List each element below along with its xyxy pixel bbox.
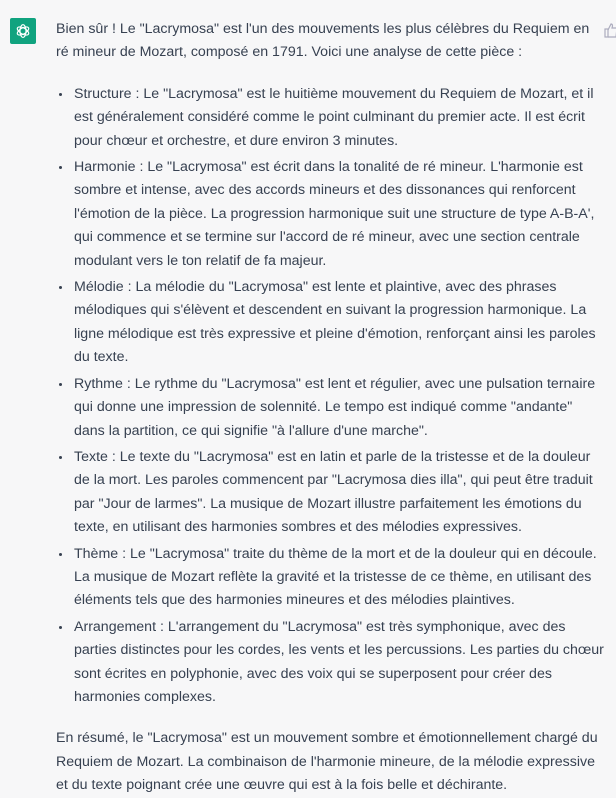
message-intro: Bien sûr ! Le "Lacrymosa" est l'un des mouvements les plus célèbres du Requiem en ré mineur de Mozart, composé en 1791. Voici une analyse de cette pièce :: [56, 21, 590, 61]
bullet-icon: [59, 456, 62, 459]
list-item: [56, 156, 604, 273]
thumbs-up-button[interactable]: [604, 22, 616, 38]
list-item: [56, 446, 604, 540]
bullet-icon: [59, 383, 62, 386]
openai-logo-icon: [14, 22, 32, 40]
bullet-icon: [59, 286, 62, 289]
list-item-text: Mélodie : La mélodie du "Lacrymosa" est lente et plaintive, avec des phrases mélodiques qui s'élèvent et descendent en suivant la progression harmonique. La ligne mélodique est très expressive et pleine d'émotion, renforçant ainsi les paroles du texte.: [74, 279, 596, 366]
thumbs-up-icon: [604, 22, 616, 38]
message-summary: En résumé, le "Lacrymosa" est un mouvement sombre et émotionnellement chargé du Requiem de Mozart. La combinaison de l'harmonie mineure, de la mélodie expressive et du texte poignant crée une œuvre qui est à la fois belle et déchirante.: [56, 730, 598, 794]
list-item-text: Thème : Le "Lacrymosa" traite du thème de la mort et de la douleur qui en découle. La musique de Mozart reflète la gravité et la tristesse de ce thème, en utilisant des éléments tels que des harmonies mineures et des mélodies plaintives.: [74, 545, 597, 609]
list-item: [56, 373, 604, 443]
list-item-text: Arrangement : L'arrangement du "Lacrymosa" est très symphonique, avec des parties distinctes pour les cordes, les vents et les percussions. Les parties du chœur sont écrites en polyphonie, avec des voix qui se superposent pour créer des harmonies complexes.: [74, 618, 604, 705]
assistant-message: [56, 18, 604, 798]
assistant-avatar: [10, 18, 36, 44]
bullet-icon: [59, 626, 62, 629]
list-item-text: Structure : Le "Lacrymosa" est le huitième mouvement du Requiem de Mozart, et il est généralement considéré comme le point culminant du premier acte. Il est écrit pour chœur et orchestre, et dure environ 3 minutes.: [74, 85, 594, 149]
list-item-text: Rythme : Le rythme du "Lacrymosa" est lent et régulier, avec une pulsation ternaire qui donne une impression de solennité. Le tempo est indiqué comme "andante" dans la partition, ce qui signifie "à l'allure d'une marche".: [74, 375, 596, 439]
bullet-icon: [59, 93, 62, 96]
list-item-text: Texte : Le texte du "Lacrymosa" est en latin et parle de la tristesse et de la douleur de la mort. Les paroles commencent par "Lacrymosa dies illa", qui peut être traduit par "Jour de larmes". La musique de Mozart illustre parfaitement les émotions du texte, en utilisant des harmonies sombres et des mélodies expressives.: [74, 448, 593, 536]
list-item: [56, 616, 604, 710]
bullet-icon: [59, 166, 62, 169]
analysis-list: [56, 83, 604, 710]
bullet-icon: [59, 553, 62, 556]
list-item: [56, 543, 604, 613]
list-item-text: Harmonie : Le "Lacrymosa" est écrit dans la tonalité de ré mineur. L'harmonie est sombre et intense, avec des accords mineurs et des dissonances qui renforcent l'émotion de la pièce. La progression harmonique suit une structure de type A-B-A', qui commence et se termine sur l'accord de ré mineur, avec une section centrale modulant vers le ton relatif de fa majeur.: [74, 159, 595, 269]
list-item: [56, 83, 604, 153]
list-item: [56, 276, 604, 370]
